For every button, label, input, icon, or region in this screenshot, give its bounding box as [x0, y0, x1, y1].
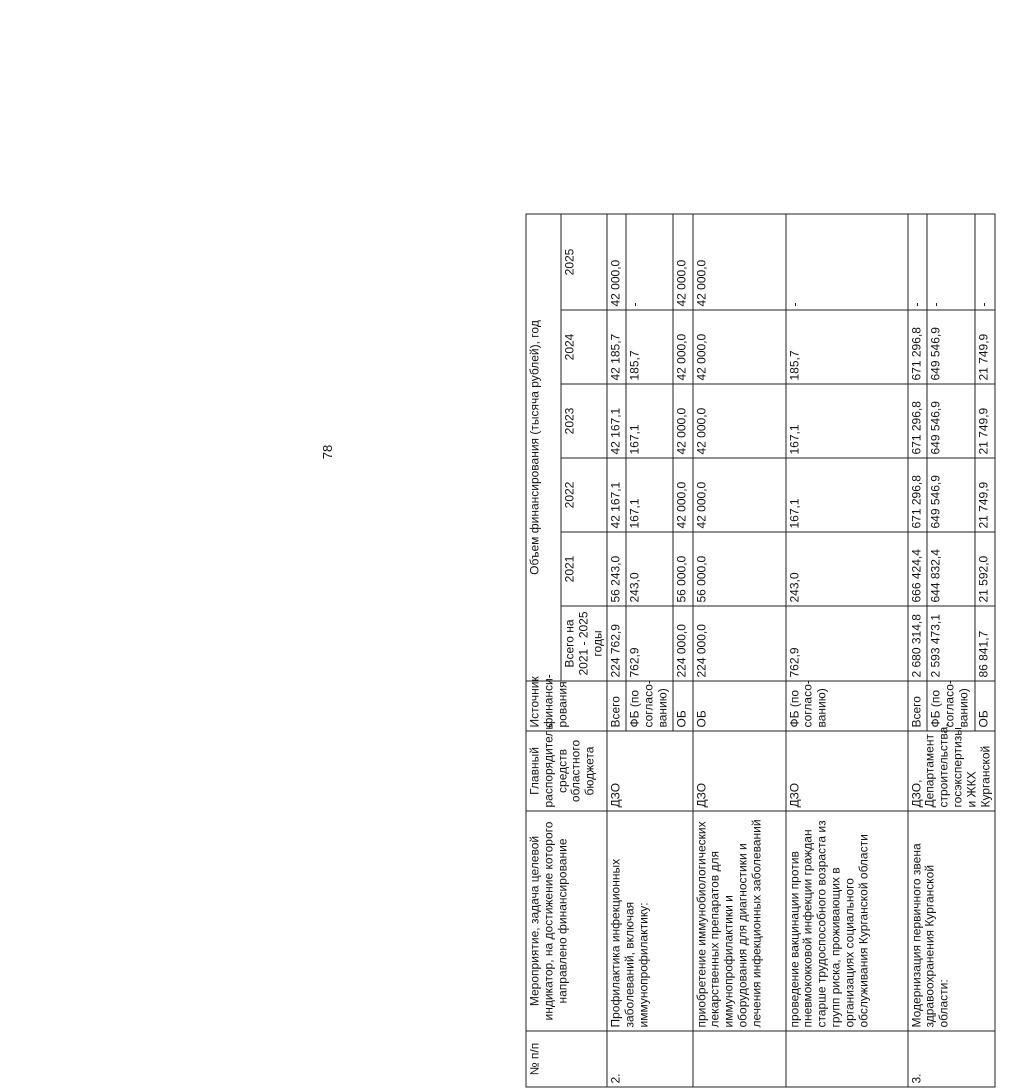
- row-2025: -: [975, 214, 996, 310]
- row-source: ОБ: [975, 681, 996, 731]
- row-2023: 42 000,0: [673, 384, 693, 458]
- header-num: № п/п: [526, 1031, 607, 1087]
- row-event: приобретение иммунобиологических лекарственных препаратов для иммунопрофилактики и оборудования для диагностики и лечения инфекционных заболеваний: [693, 811, 786, 1031]
- row-2021: 21 592,0: [975, 532, 996, 606]
- row-2022: 21 749,9: [975, 458, 996, 532]
- table-row: [693, 214, 786, 1087]
- row-num: [786, 1031, 908, 1087]
- row-source: ОБ: [693, 681, 786, 731]
- header-year: 2024: [561, 310, 607, 384]
- row-2025: -: [626, 214, 672, 310]
- row-2023: 671 296,8: [908, 384, 927, 458]
- row-2021: 666 424,4: [908, 532, 927, 606]
- row-2023: 42 000,0: [693, 384, 786, 458]
- header-event: Мероприятие, задача целевой индикатор, на достижение которого направлено финансирование: [526, 811, 607, 1031]
- row-2024: 42 000,0: [673, 310, 693, 384]
- row-2024: 21 749,9: [975, 310, 996, 384]
- financing-table-wrapper: [526, 235, 1024, 1088]
- row-2022: 671 296,8: [908, 458, 927, 532]
- row-event: Профилактика инфекционных заболеваний, включая иммунопрофилактику:: [607, 811, 692, 1031]
- row-2022: 42 167,1: [607, 458, 626, 532]
- row-total: 2 593 473,1: [927, 606, 975, 681]
- row-2025: -: [786, 214, 908, 310]
- row-total: 2 680 314,8: [908, 606, 927, 681]
- row-source: Всего: [607, 681, 626, 731]
- row-2022: 42 000,0: [693, 458, 786, 532]
- row-2022: 42 000,0: [673, 458, 693, 532]
- row-2024: 649 546,9: [927, 310, 975, 384]
- row-2025: -: [927, 214, 975, 310]
- page-number: 78: [320, 444, 335, 460]
- row-2021: 243,0: [626, 532, 672, 606]
- header-year: 2023: [561, 384, 607, 458]
- row-2023: 42 167,1: [607, 384, 626, 458]
- header-year: 2021: [561, 532, 607, 606]
- row-2021: 56 000,0: [673, 532, 693, 606]
- row-2024: 42 185,7: [607, 310, 626, 384]
- row-2023: 167,1: [786, 384, 908, 458]
- row-2021: 644 832,4: [927, 532, 975, 606]
- row-2025: 42 000,0: [673, 214, 693, 310]
- row-source: ФБ (по согласо-ванию): [927, 681, 975, 731]
- financing-table: [526, 214, 996, 1088]
- row-2023: 167,1: [626, 384, 672, 458]
- header-total: Всего на 2021 - 2025 годы: [561, 606, 607, 681]
- row-2025: 42 000,0: [607, 214, 626, 310]
- row-2021: 56 000,0: [693, 532, 786, 606]
- row-total: 86 841,7: [975, 606, 996, 681]
- row-manager: ДЗО: [786, 731, 908, 811]
- row-2021: 56 243,0: [607, 532, 626, 606]
- table-row: [786, 214, 908, 1087]
- row-2024: 185,7: [786, 310, 908, 384]
- row-total: 224 000,0: [693, 606, 786, 681]
- row-event: Модернизация первичного звена здравоохранения Курганской области:: [908, 811, 996, 1031]
- row-2022: 167,1: [786, 458, 908, 532]
- row-source: ФБ (по согласо-ванию): [786, 681, 908, 731]
- row-2023: 21 749,9: [975, 384, 996, 458]
- header-year: 2022: [561, 458, 607, 532]
- header-volume: Объем финансирования (тысяча рублей), год: [526, 214, 561, 681]
- row-num: 2.: [607, 1031, 692, 1087]
- row-2022: 649 546,9: [927, 458, 975, 532]
- row-source: ФБ (по согласо-ванию): [626, 681, 672, 731]
- table-row: [607, 214, 626, 1087]
- row-source: Всего: [908, 681, 927, 731]
- table-row: [908, 214, 927, 1087]
- row-2024: 671 296,8: [908, 310, 927, 384]
- header-source: Источник финанси-рования: [526, 681, 607, 731]
- row-2023: 649 546,9: [927, 384, 975, 458]
- row-total: 762,9: [786, 606, 908, 681]
- row-total: 224 762,9: [607, 606, 626, 681]
- row-manager: ДЗО: [607, 731, 692, 811]
- header-year: 2025: [561, 214, 607, 310]
- row-total: 762,9: [626, 606, 672, 681]
- row-2025: -: [908, 214, 927, 310]
- row-event: проведение вакцинации против пневмококковой инфекции граждан старше трудоспособного возраста из групп риска, проживающих в организациях социального обслуживания Курганской области: [786, 811, 908, 1031]
- row-2024: 42 000,0: [693, 310, 786, 384]
- header-manager: Главный распорядитель средств областного бюджета: [526, 731, 607, 811]
- row-2022: 167,1: [626, 458, 672, 532]
- row-source: ОБ: [673, 681, 693, 731]
- row-total: 224 000,0: [673, 606, 693, 681]
- row-manager: ДЗО, Департамент строительства, госэкспертизы и ЖКХ Курганской: [908, 731, 996, 811]
- row-manager: ДЗО: [693, 731, 786, 811]
- row-num: 3.: [908, 1031, 996, 1087]
- row-2025: 42 000,0: [693, 214, 786, 310]
- row-2021: 243,0: [786, 532, 908, 606]
- row-num: [693, 1031, 786, 1087]
- row-2024: 185,7: [626, 310, 672, 384]
